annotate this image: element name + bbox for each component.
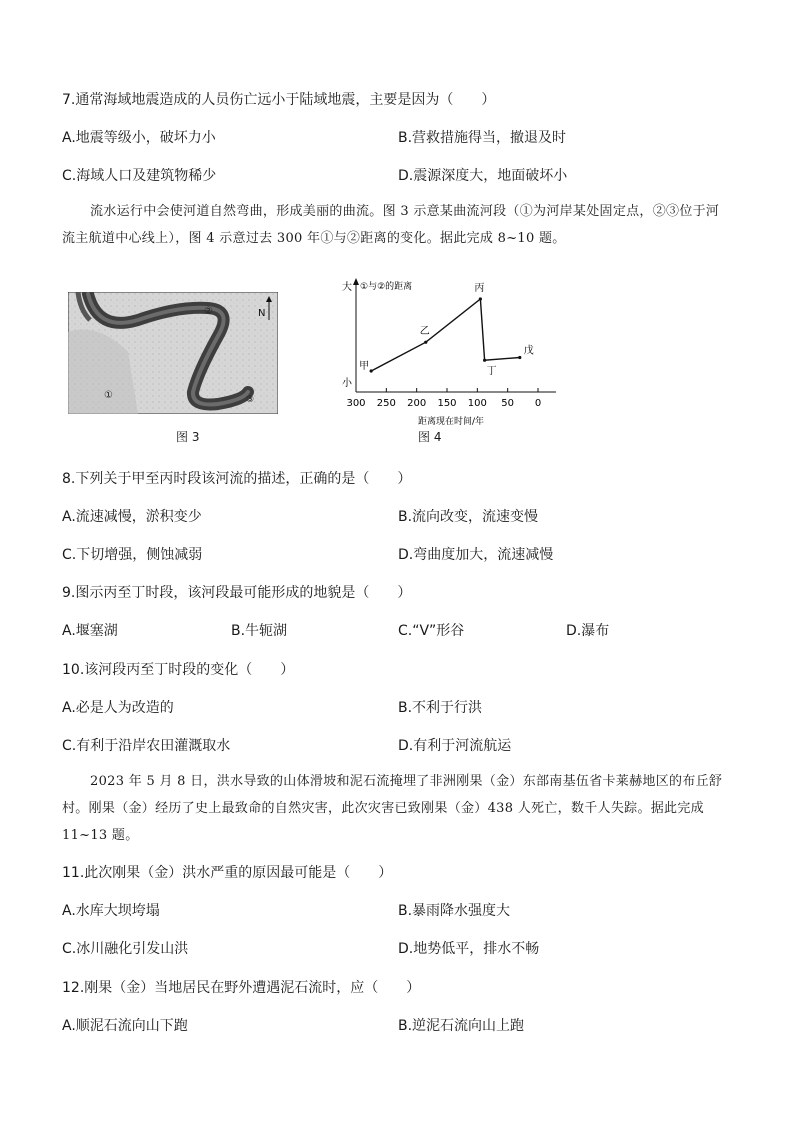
data-point-label: 丁	[486, 366, 497, 378]
question-7-option-d: D.震源深度大，地面破坏小	[398, 168, 568, 184]
question-10-option-c: C.有利于沿岸农田灌溉取水	[62, 738, 231, 754]
question-11-option-a: A.水库大坝垮塌	[62, 903, 160, 919]
data-point-label: 戊	[523, 345, 534, 357]
figure-3-meander-image	[68, 292, 278, 414]
fig3-label-3: ③	[246, 395, 255, 405]
passage-8-10: 流水运行中会使河道自然弯曲，形成美丽的曲流。图 3 示意某曲流河段（①为河岸某处固定点，②③位于河流主航道中心线上），图 4 示意过去 300 年①与②距离的变化。据此完成 8~10 题。	[62, 204, 720, 246]
data-point-label: 甲	[359, 361, 370, 372]
x-tick-label: 150	[437, 398, 457, 409]
question-7-option-a: A.地震等级小，破坏力小	[62, 130, 216, 146]
question-9-option-d: D.瀑布	[566, 623, 610, 639]
question-9-option-a: A.堰塞湖	[62, 623, 118, 639]
question-11-option-d: D.地势低平，排水不畅	[398, 941, 540, 957]
x-axis-title: 距离现在时间/年	[418, 417, 485, 427]
question-8-stem: 8.下列关于甲至丙时段该河流的描述，正确的是（ ）	[62, 471, 412, 487]
question-11-option-c: C.冰川融化引发山洪	[62, 941, 189, 957]
passage-11-13: 2023 年 5 月 8 日，洪水导致的山体滑坡和泥石流掩埋了非洲刚果（金）东部南基伍省卡莱赫地区的布丘舒村。刚果（金）经历了史上最致命的自然灾害，此次灾害已致刚果（金）438 人死亡，数千人失踪。据此完成 11~13 题。	[62, 774, 723, 843]
question-10-stem: 10.该河段丙至丁时段的变化（ ）	[62, 662, 295, 678]
question-8-option-b: B.流向改变，流速变慢	[398, 509, 539, 525]
data-point	[479, 297, 482, 300]
y-axis-arrow-icon	[353, 278, 359, 285]
figure-3-caption: 图 3	[176, 430, 200, 444]
fig3-label-2: ②	[204, 306, 213, 317]
y-axis-title: ①与②的距离	[360, 282, 413, 292]
data-point	[518, 356, 521, 359]
question-12-option-b: B.逆泥石流向山上跑	[398, 1018, 525, 1034]
question-9-option-b: B.牛轭湖	[231, 623, 288, 639]
x-tick-label: 100	[467, 398, 487, 409]
data-point	[424, 341, 427, 344]
fig3-label-1: ①	[104, 390, 113, 401]
y-axis-low-label: 小	[342, 378, 352, 389]
question-9-option-c: C.“V”形谷	[398, 623, 465, 639]
x-tick-label: 0	[534, 398, 542, 409]
question-12-stem: 12.刚果（金）当地居民在野外遭遇泥石流时，应（ ）	[62, 980, 421, 996]
figure-4-chart	[338, 276, 568, 430]
x-tick-label: 300	[346, 398, 366, 409]
y-axis-high-label: 大	[342, 282, 352, 293]
data-point-label: 丙	[474, 283, 485, 294]
figure-4-caption: 图 4	[418, 430, 442, 444]
question-12-option-a: A.顺泥石流向山下跑	[62, 1018, 188, 1034]
question-7-stem: 7.通常海域地震造成的人员伤亡远小于陆域地震，主要是因为（ ）	[62, 92, 496, 108]
question-10-option-b: B.不利于行洪	[398, 700, 483, 716]
x-tick-label: 250	[376, 398, 396, 409]
fig3-north-label: N	[258, 308, 266, 319]
x-tick-label: 50	[501, 398, 515, 409]
question-8-option-d: D.弯曲度加大，流速减慢	[398, 547, 554, 563]
data-point	[370, 369, 373, 372]
question-11-option-b: B.暴雨降水强度大	[398, 903, 511, 919]
question-8-option-a: A.流速减慢，淤积变少	[62, 509, 202, 525]
x-tick-label: 200	[407, 398, 427, 409]
question-7-option-b: B.营救措施得当，撤退及时	[398, 130, 567, 146]
data-point	[483, 359, 486, 362]
question-8-option-c: C.下切增强，侧蚀减弱	[62, 547, 203, 563]
question-10-option-a: A.必是人为改造的	[62, 700, 174, 716]
data-point-label: 乙	[419, 326, 430, 338]
question-11-stem: 11.此次刚果（金）洪水严重的原因最可能是（ ）	[62, 865, 393, 881]
question-7-option-c: C.海域人口及建筑物稀少	[62, 168, 217, 184]
series-line	[371, 299, 520, 371]
question-10-option-d: D.有利于河流航运	[398, 738, 512, 754]
question-9-stem: 9.图示丙至丁时段，该河段最可能形成的地貌是（ ）	[62, 585, 412, 601]
